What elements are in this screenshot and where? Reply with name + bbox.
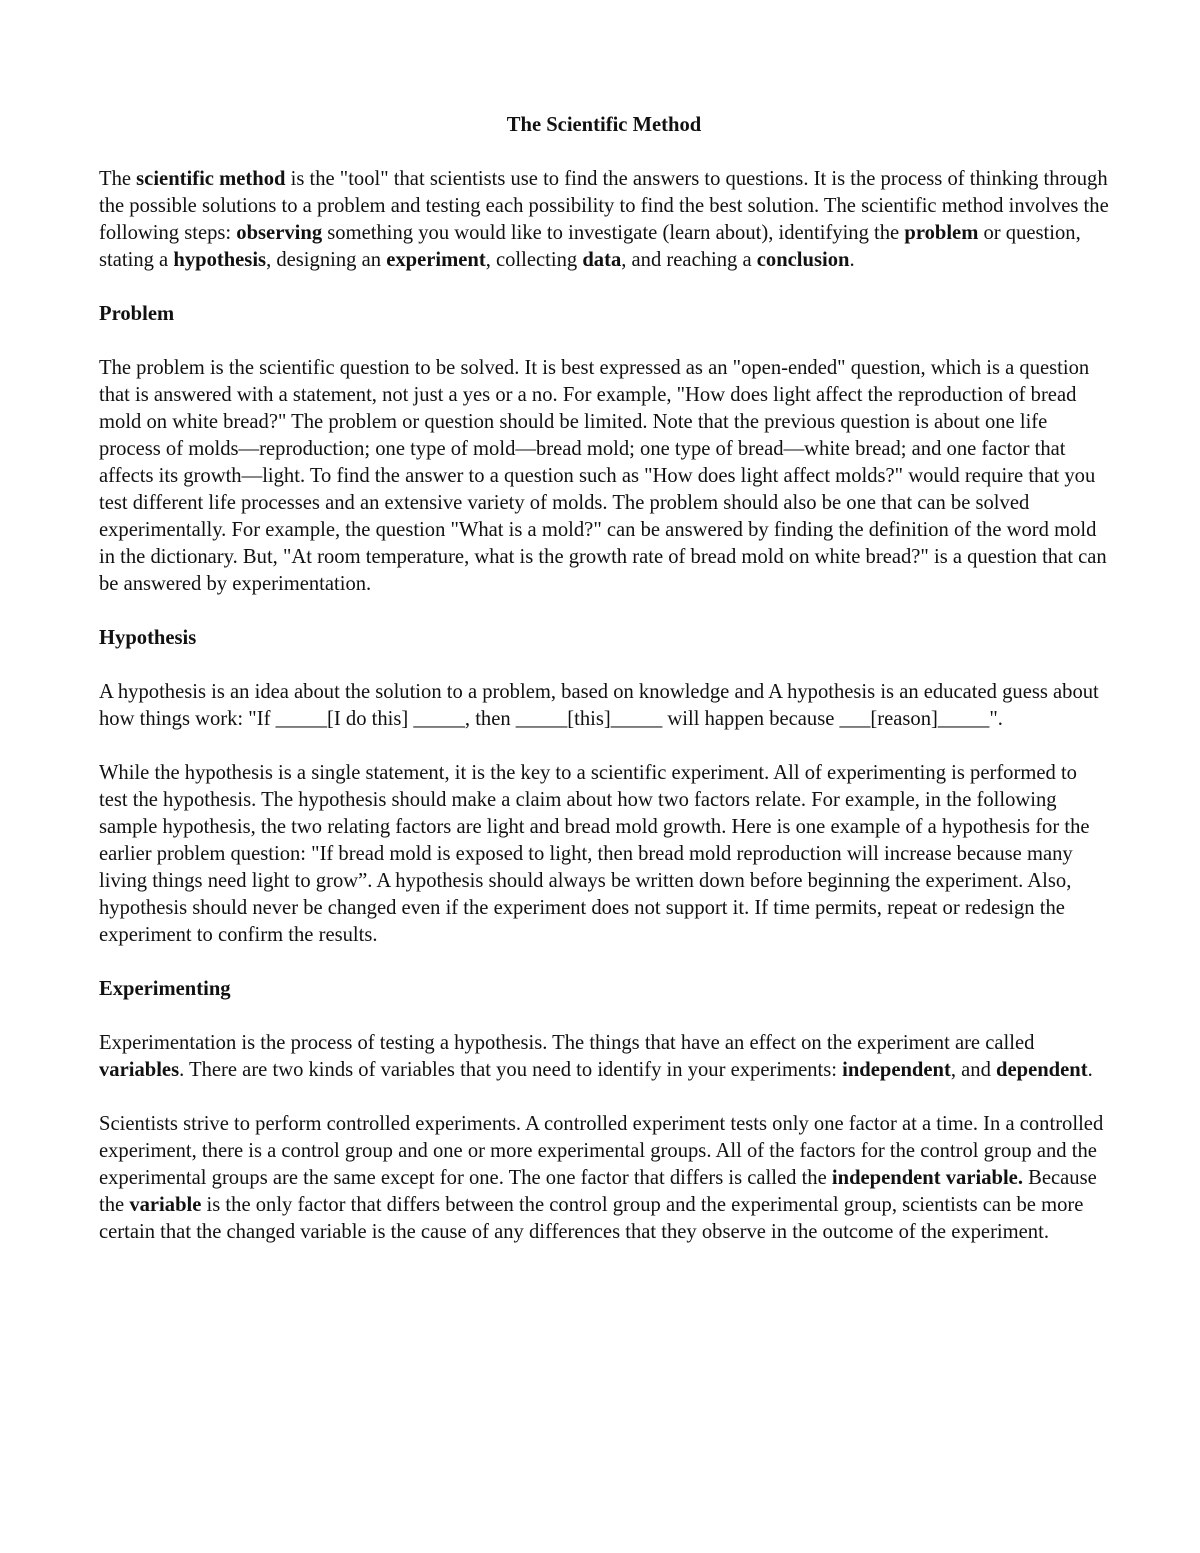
hypothesis-paragraph-1 [99,679,1109,733]
text-run: The [99,168,137,190]
bold-term: experiment [386,249,486,271]
text-run: . [849,249,855,271]
bold-term: observing [236,222,323,244]
hypothesis-paragraph-2 [99,760,1109,949]
text-run: The problem is the scientific question to be solved. It is best expressed as an "open-ended" question, which is a question that is answered with a statement, not just a yes or a no. For example, "How does light affect the reproduction of bread mold on white bread?" The problem or question should be limited. Note that the previous question is about one life process of molds—reproduction; one type of mold—bread mold; one type of bread—white bread; and one factor that affects its growth—light. To find the answer to a question such as "How does light affect molds?" would require that you test different life processes and an extensive variety of molds. The problem should also be one that can be solved experimentally. For example, the question "What is a mold?" can be answered by finding the definition of the word mold in the dictionary. But, "At room temperature, what is the growth rate of bread mold on white bread?" is a question that can be answered by experimentation. [99,357,1107,595]
document-page [99,112,1109,1273]
text-run: is the only factor that differs between the control group and the experimental group, scientists can be more certain that the changed variable is the cause of any differences that they observe in the outcome of the experiment. [99,1194,1084,1243]
text-run: , and [950,1059,997,1081]
bold-term: independent [842,1059,951,1081]
intro-paragraph [99,166,1109,274]
text-run: Because the [99,1167,1097,1216]
problem-heading: Problem [99,303,175,325]
bold-term: independent variable. [831,1167,1023,1189]
text-run: Scientists strive to perform controlled experiments. A controlled experiment tests only one factor at a time. In a controlled experiment, there is a control group and one or more experimental groups. All of the factors for the control group and the experimental groups are the same except for one. The one factor that differs is called the [99,1113,1104,1189]
problem-paragraph [99,355,1109,598]
experimenting-paragraph-1 [99,1030,1109,1084]
text-run: A hypothesis is an idea about the solution to a problem, based on knowledge and A hypothesis is an educated guess about how things work: "If _____[I do this] _____, then _____[this]_____ will happen because ___[reason]_____". [99,681,1099,730]
bold-term: dependent [996,1059,1088,1081]
page-title: The Scientific Method [506,114,702,136]
text-run: . [1087,1059,1093,1081]
experimenting-paragraph-2 [99,1111,1109,1246]
text-run: is the "tool" that scientists use to find the answers to questions. It is the process of thinking through the possible solutions to a problem and testing each possibility to find the best solution. The scientific method involves the following steps: [99,168,1109,244]
text-run: , designing an [266,249,387,271]
bold-term: scientific method [136,168,286,190]
text-run: something you would like to investigate (learn about), identifying the [322,222,905,244]
text-run: or question, stating a [99,222,1081,271]
bold-term: conclusion [756,249,850,271]
hypothesis-heading: Hypothesis [99,627,197,649]
bold-term: hypothesis [173,249,267,271]
bold-term: data [582,249,622,271]
text-run: . There are two kinds of variables that you need to identify in your experiments: [179,1059,843,1081]
bold-term: variable [129,1194,202,1216]
bold-term: variables [99,1059,180,1081]
text-run: While the hypothesis is a single statement, it is the key to a scientific experiment. All of experimenting is performed to test the hypothesis. The hypothesis should make a claim about how two factors relate. For example, in the following sample hypothesis, the two relating factors are light and bread mold growth. Here is one example of a hypothesis for the earlier problem question: "If bread mold is exposed to light, then bread mold reproduction will increase because many living things need light to grow”. A hypothesis should always be written down before beginning the experiment. Also, hypothesis should never be changed even if the experiment does not support it. If time permits, repeat or redesign the experiment to confirm the results. [99,762,1090,946]
text-run: , collecting [485,249,583,271]
text-run: Experimentation is the process of testing a hypothesis. The things that have an effect on the experiment are called [99,1032,1035,1054]
bold-term: problem [904,222,979,244]
experimenting-heading: Experimenting [99,978,231,1000]
text-run: , and reaching a [621,249,757,271]
